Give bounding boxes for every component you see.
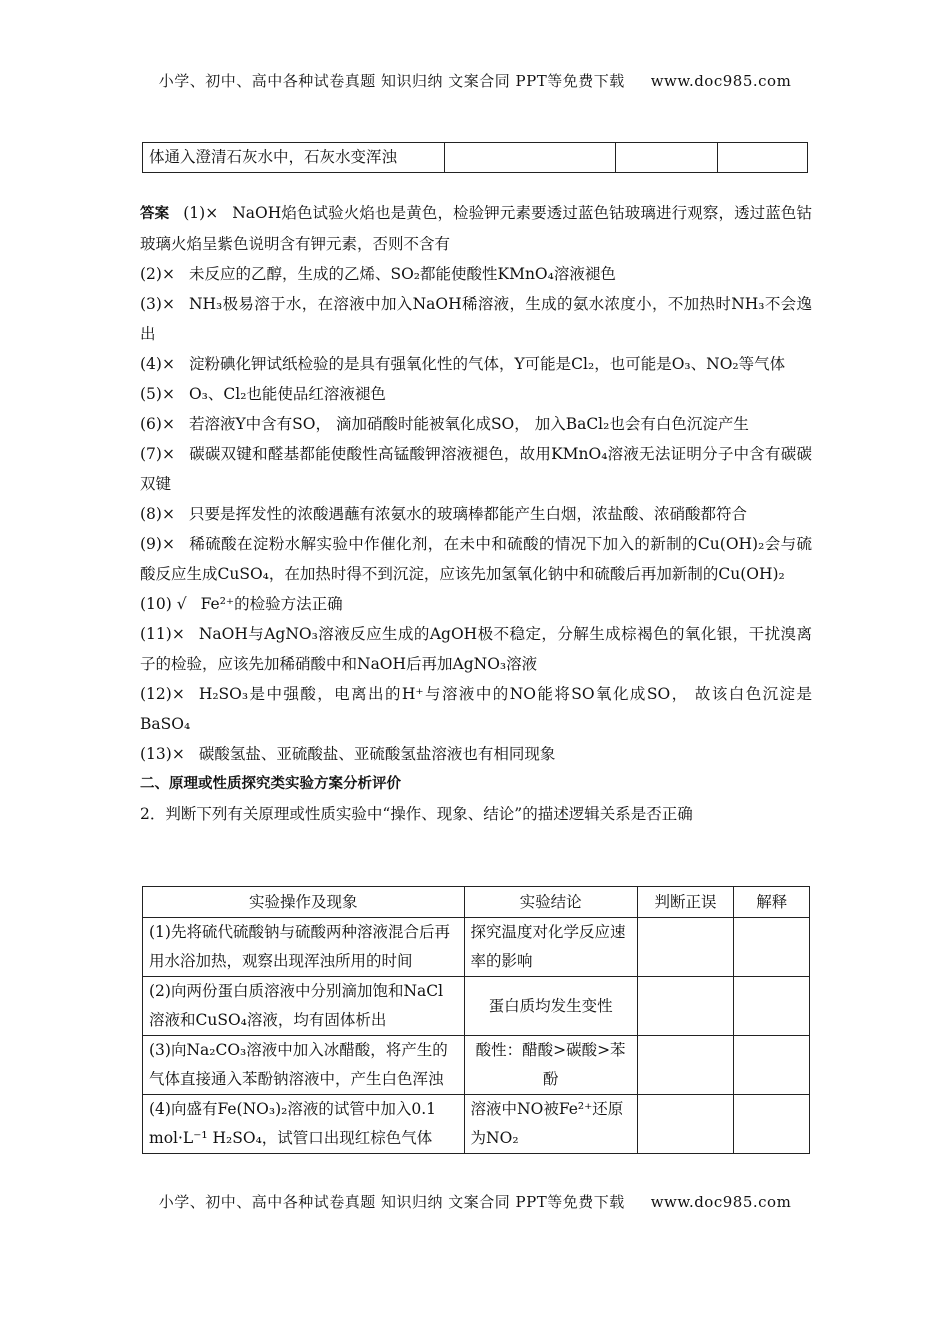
answer-mark: (10) √ [140,595,187,613]
judgement-cell [637,918,734,977]
answer-item [140,679,812,739]
column-header: 实验结论 [464,887,637,918]
answer-text: NaOH与AgNO₃溶液反应生成的AgOH极不稳定，分解生成棕褐色的氧化银，干扰溴离子的检验，应该先加稀硝酸中和NaOH后再加AgNO₃溶液 [140,625,812,673]
answer-mark: (11)× [140,625,185,643]
footer-url: www.doc985.com [650,1193,792,1211]
answer-text: NaOH焰色试验火焰也是黄色，检验钾元素要透过蓝色钴玻璃进行观察，透过蓝色钴玻璃火焰呈紫色说明含有钾元素，否则不含有 [140,204,813,253]
operation-cell: (2)向两份蛋白质溶液中分别滴加饱和NaCl溶液和CuSO₄溶液，均有固体析出 [143,977,465,1036]
table-row [143,1095,810,1154]
judgement-cell [637,977,734,1036]
footer-text: 小学、初中、高中各种试卷真题 知识归纳 文案合同 PPT等免费下载 [158,1193,625,1211]
table-row [143,143,808,173]
column-header: 实验操作及现象 [143,887,465,918]
conclusion-cell: 酸性：醋酸>碳酸>苯酚 [464,1036,637,1095]
answer-mark: (9)× [140,535,175,553]
answer-mark: (5)× [140,385,175,403]
table-cell-empty [615,143,717,173]
operation-cell: (1)先将硫代硫酸钠与硫酸两种溶液混合后再用水浴加热，观察出现浑浊所用的时间 [143,918,465,977]
answer-item [140,349,812,379]
judgement-cell [637,1036,734,1095]
answer-item [140,289,812,349]
table-row [143,1036,810,1095]
conclusion-cell: 溶液中NO被Fe²⁺还原为NO₂ [464,1095,637,1154]
header-url: www.doc985.com [650,72,792,90]
answer-text: NH₃极易溶于水，在溶液中加入NaOH稀溶液，生成的氨水浓度小，不加热时NH₃不会逸出 [140,295,812,343]
answer-mark: (12)× [140,685,185,703]
answer-item [140,499,812,529]
page-header [0,70,950,91]
answer-text: 碳酸氢盐、亚硫酸盐、亚硫酸氢盐溶液也有相同现象 [198,745,556,763]
column-header: 解释 [734,887,810,918]
question-text: 2．判断下列有关原理或性质实验中“操作、现象、结论”的描述逻辑关系是否正确 [140,805,693,823]
answer-item [140,259,812,289]
table-cell-empty [718,143,808,173]
table-cell-empty [445,143,616,173]
answer-text: 若溶液Y中含有SO， 滴加硝酸时能被氧化成SO， 加入BaCl₂也会有白色沉淀产生 [188,415,749,433]
answer-mark: (2)× [140,265,175,283]
answer-text: H₂SO₃是中强酸，电离出的H⁺与溶液中的NO能将SO氧化成SO， 故该白色沉淀是BaSO₄ [140,685,812,733]
answer-section [140,198,812,829]
page-footer [0,1191,950,1212]
conclusion-cell: 蛋白质均发生变性 [464,977,637,1036]
answer-mark: (6)× [140,415,175,433]
table-row [143,918,810,977]
answer-item [140,739,812,769]
answer-text: O₃、Cl₂也能使品红溶液褪色 [188,385,386,403]
table-header-row [143,887,810,918]
explanation-cell [734,1036,810,1095]
answer-item [140,529,812,589]
answer-mark: (3)× [140,295,175,313]
operation-cell: (4)向盛有Fe(NO₃)₂溶液的试管中加入0.1 mol·L⁻¹ H₂SO₄，试管口出现红棕色气体 [143,1095,465,1154]
continued-table [142,142,808,173]
column-header: 判断正误 [637,887,734,918]
section-title: 二、原理或性质探究类实验方案分析评价 [140,776,401,792]
answer-text: 稀硫酸在淀粉水解实验中作催化剂，在未中和硫酸的情况下加入的新制的Cu(OH)₂会与硫酸反应生成CuSO₄，在加热时得不到沉淀，应该先加氢氧化钠中和硫酸后再加新制的Cu(OH)₂ [140,535,812,583]
table-cell: 体通入澄清石灰水中，石灰水变浑浊 [143,143,445,173]
answer-mark: (8)× [140,505,175,523]
answer-mark: (4)× [140,355,175,373]
answer-mark: (13)× [140,745,185,763]
answer-mark: (7)× [140,445,175,463]
answer-text: Fe²⁺的检验方法正确 [200,595,343,613]
experiment-table [142,886,810,1154]
explanation-cell [734,977,810,1036]
explanation-cell [734,918,810,977]
answer-label: 答案 [140,206,170,222]
table-row [143,977,810,1036]
judgement-cell [637,1095,734,1154]
header-text: 小学、初中、高中各种试卷真题 知识归纳 文案合同 PPT等免费下载 [158,72,625,90]
answer-item [140,379,812,409]
explanation-cell [734,1095,810,1154]
answer-text: 只要是挥发性的浓酸遇蘸有浓氨水的玻璃棒都能产生白烟，浓盐酸、浓硝酸都符合 [188,505,747,523]
conclusion-cell: 探究温度对化学反应速率的影响 [464,918,637,977]
answer-item [140,589,812,619]
answer-item [140,409,812,439]
operation-cell: (3)向Na₂CO₃溶液中加入冰醋酸，将产生的气体直接通入苯酚钠溶液中，产生白色浑浊 [143,1036,465,1095]
answer-text: 淀粉碘化钾试纸检验的是具有强氧化性的气体，Y可能是Cl₂，也可能是O₃、NO₂等气体 [188,355,786,373]
answer-item [140,439,812,499]
answer-text: 碳碳双键和醛基都能使酸性高锰酸钾溶液褪色，故用KMnO₄溶液无法证明分子中含有碳碳双键 [140,445,812,493]
answer-item [140,198,812,259]
answer-item [140,619,812,679]
answer-mark: (1)× [183,204,219,222]
answer-text: 未反应的乙醇，生成的乙烯、SO₂都能使酸性KMnO₄溶液褪色 [188,265,616,283]
